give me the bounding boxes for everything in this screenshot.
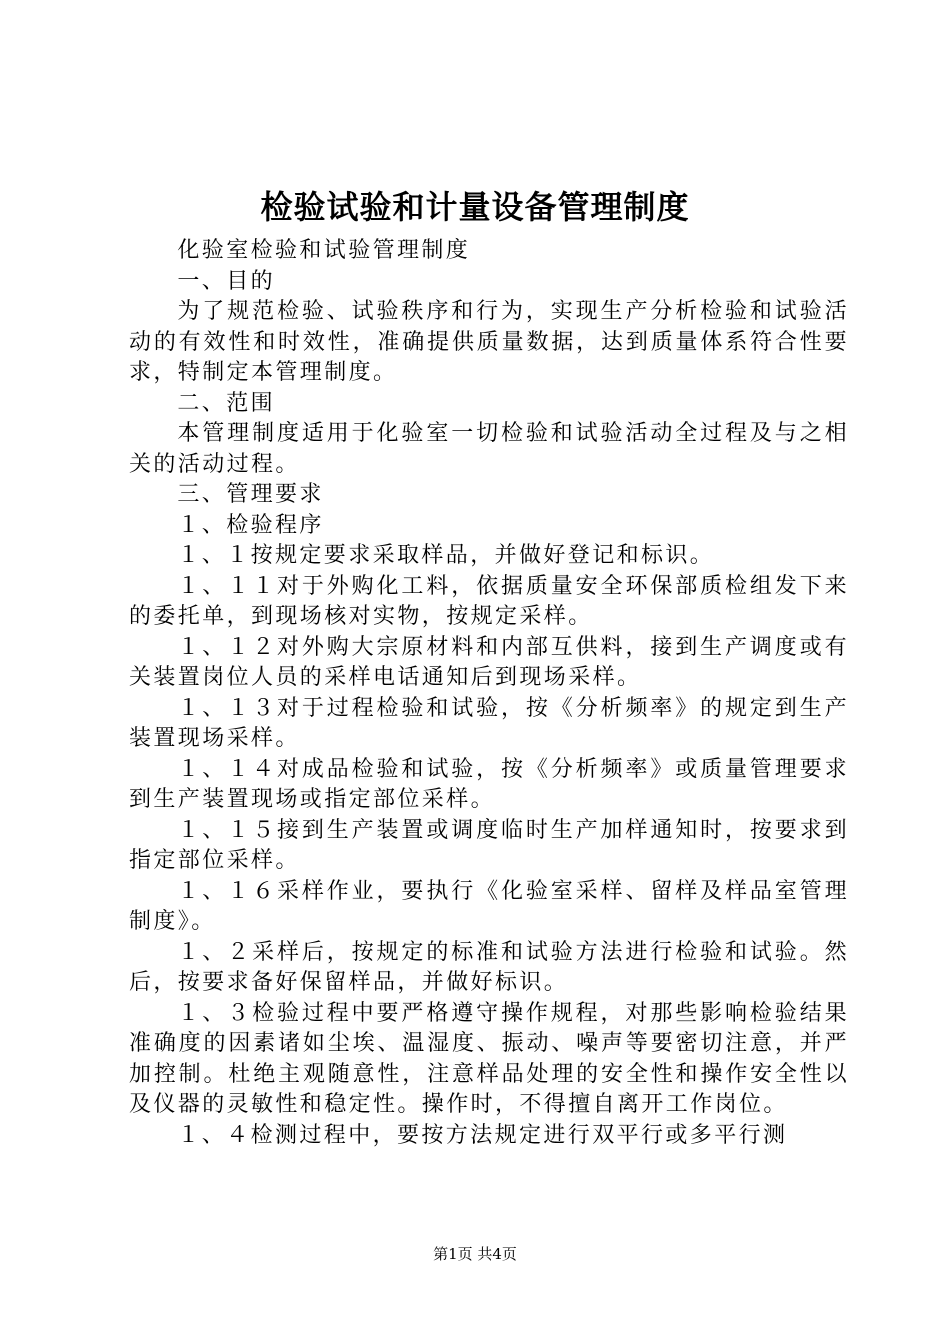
section-heading-purpose: 一、目的 — [177, 268, 275, 294]
paragraph: １、２采样后，按规定的标准和试验方法进行检验和试验。然后，按要求备好保留样品，并做好标识。 — [129, 939, 849, 995]
paragraph: １、１２对外购大宗原材料和内部互供料，接到生产调度或有关装置岗位人员的采样电话通知后到现场采样。 — [129, 634, 849, 690]
document-title: 检验试验和计量设备管理制度 — [260, 188, 690, 226]
page-footer: 第1页 共4页 — [433, 1245, 517, 1263]
paragraph: １、３检验过程中要严格遵守操作规程，对那些影响检验结果准确度的因素诸如尘埃、温湿度、振动、噪声等要密切注意，并严加控制。杜绝主观随意性，注意样品处理的安全性和操作安全性以及仪器的灵敏性和稳定性。操作时，不得擅自离开工作岗位。 — [129, 1000, 849, 1117]
paragraph: １、１５接到生产装置或调度临时生产加样通知时，按要求到指定部位采样。 — [129, 817, 849, 873]
section-heading: 化验室检验和试验管理制度 — [177, 238, 471, 263]
document-body — [129, 236, 849, 1151]
subsection-heading: １、检验程序 — [177, 512, 324, 538]
paragraph: １、１１对于外购化工料，依据质量安全环保部质检组发下来的委托单，到现场核对实物，按规定采样。 — [129, 573, 849, 629]
paragraph: 本管理制度适用于化验室一切检验和试验活动全过程及与之相关的活动过程。 — [129, 421, 849, 477]
paragraph: １、１６采样作业，要执行《化验室采样、留样及样品室管理制度》。 — [129, 878, 849, 934]
paragraph: １、１４对成品检验和试验，按《分析频率》或质量管理要求到生产装置现场或指定部位采样。 — [129, 756, 849, 812]
section-heading-scope: 二、范围 — [177, 390, 275, 416]
section-heading-requirements: 三、管理要求 — [177, 482, 324, 507]
paragraph: １、１３对于过程检验和试验，按《分析频率》的规定到生产装置现场采样。 — [129, 695, 849, 751]
paragraph: １、１按规定要求采取样品，并做好登记和标识。 — [177, 543, 715, 568]
paragraph: 为了规范检验、试验秩序和行为，实现生产分析检验和试验活动的有效性和时效性，准确提供质量数据，达到质量体系符合性要求，特制定本管理制度。 — [129, 299, 849, 385]
paragraph: １、４检测过程中，要按方法规定进行双平行或多平行测 — [177, 1122, 788, 1148]
